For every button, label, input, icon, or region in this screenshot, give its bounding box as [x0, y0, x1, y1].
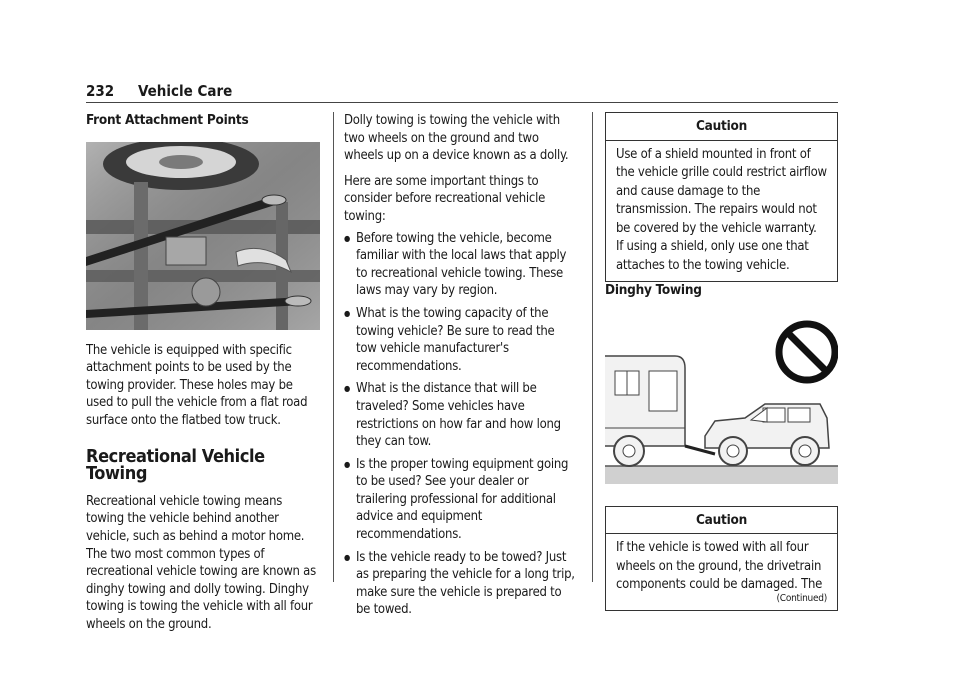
caution-box	[605, 112, 838, 282]
caution-box-continued	[605, 506, 838, 611]
caution-title: Caution	[606, 507, 837, 535]
column-left	[86, 112, 322, 634]
column-divider	[592, 112, 593, 582]
column-middle	[344, 112, 578, 624]
attachment-points-photo	[86, 142, 320, 330]
considerations-intro: Here are some important things to consider before recreational vehicle towing:	[344, 173, 546, 224]
recreational-towing-heading: Recreational Vehicle Towing	[86, 445, 265, 485]
section-title: Vehicle Care	[138, 82, 233, 100]
caution-body: Use of a shield mounted in front of the vehicle grille could restrict airflow and cause damage to the transmission. The repairs would not be covered by the vehicle warranty. If using a shield, only use one that attaches to the towing vehicle.	[616, 146, 827, 273]
front-attachment-heading: Front Attachment Points	[86, 112, 249, 128]
header-rule	[86, 102, 838, 103]
continued-label: (Continued)	[776, 592, 827, 604]
dinghy-towing-heading: Dinghy Towing	[605, 282, 702, 299]
list-item: ● Before towing the vehicle, become familiar with the local laws that apply to recreational vehicle towing. These laws may vary by region.	[344, 230, 578, 300]
column-right	[605, 112, 838, 611]
page-number: 232	[86, 82, 115, 100]
column-divider	[333, 112, 334, 582]
page-header	[86, 82, 838, 104]
recreational-towing-paragraph: Recreational vehicle towing means towing the vehicle behind another vehicle, such as behind a motor home. The two most common types of recreational vehicle towing are known as dinghy towing and dolly towing. Dinghy towing is towing the vehicle with all four wheels on the ground.	[86, 493, 316, 632]
list-item: ● Is the vehicle ready to be towed? Just as preparing the vehicle for a long trip, make sure the vehicle is prepared to be towed.	[344, 549, 578, 619]
caution-body	[606, 534, 837, 610]
list-item: ● What is the towing capacity of the towing vehicle? Be sure to read the tow vehicle manufacturer's recommendations.	[344, 305, 578, 375]
caution-body-text: If the vehicle is towed with all four wheels on the ground, the drivetrain components could be damaged. The	[616, 540, 823, 593]
dinghy-towing-illustration	[605, 316, 838, 486]
list-item: ● What is the distance that will be traveled? Some vehicles have restrictions on how far and how long they can tow.	[344, 380, 578, 450]
list-item: ● Is the proper towing equipment going to be used? See your dealer or trailering professional for additional advice and equipment recommendations.	[344, 456, 578, 544]
caution-title: Caution	[606, 113, 837, 141]
dolly-towing-paragraph: Dolly towing is towing the vehicle with two wheels on the ground and two wheels up on a device known as a dolly.	[344, 113, 569, 164]
attachment-paragraph: The vehicle is equipped with specific attachment points to be used by the towing provider. These holes may be used to pull the vehicle from a flat road surface onto the flatbed tow truck.	[86, 342, 308, 428]
considerations-list	[344, 230, 578, 619]
